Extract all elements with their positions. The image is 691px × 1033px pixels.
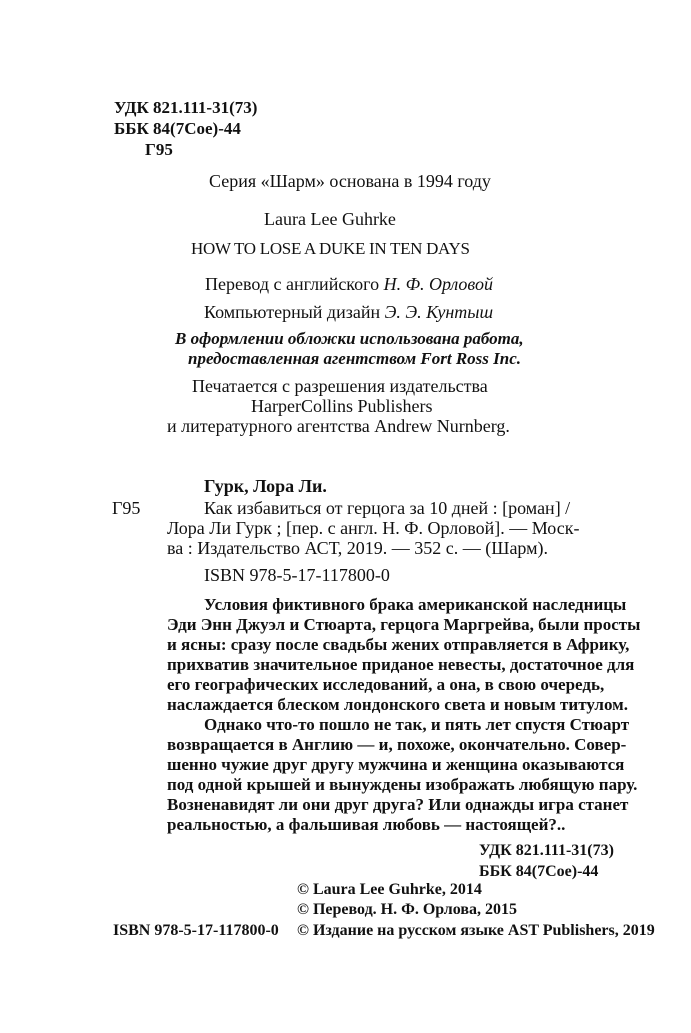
annotation-line: и ясны: сразу после свадьбы жених отправляется в Африку, — [167, 635, 630, 654]
annotation-line: реальностью, а фальшивая любовь — настоящей?.. — [167, 815, 566, 834]
permission-line-3: и литературного агентства Andrew Nurnberg. — [167, 416, 510, 436]
catalog-isbn: ISBN 978-5-17-117800-0 — [204, 565, 390, 585]
author-mark: Г95 — [145, 140, 173, 159]
annotation-line: его географических исследований, а она, в свою очередь, — [167, 675, 605, 694]
udk-code: УДК 821.111-31(73) — [114, 98, 258, 117]
annotation-line: Однако что-то пошло не так, и пять лет спустя Стюарт — [204, 715, 630, 734]
annotation-line: шенно чужие друг другу мужчина и женщина оказываются — [167, 755, 625, 774]
series-note: Серия «Шарм» основана в 1994 году — [209, 171, 491, 191]
annotation-line: возвращается в Англию — и, похоже, окончательно. Совер- — [167, 735, 627, 754]
bbk-code: ББК 84(7Сое)-44 — [114, 119, 241, 138]
bottom-udk-code: УДК 821.111-31(73) — [479, 842, 614, 859]
translator-name: Н. Ф. Орловой — [383, 274, 494, 294]
catalog-line-2: Лора Ли Гурк ; [пер. с англ. Н. Ф. Орловой]. — Моск- — [167, 518, 580, 538]
bottom-bbk-code: ББК 84(7Сое)-44 — [479, 863, 599, 880]
permission-line-2: HarperCollins Publishers — [251, 396, 433, 416]
copyright-isbn: ISBN 978-5-17-117800-0 — [113, 922, 279, 939]
annotation-line: Условия фиктивного брака американской наследницы — [204, 595, 627, 614]
cover-note-line-2: предоставленная агентством Fort Ross Inc. — [188, 349, 522, 368]
annotation-line: Возненавидят ли они друг друга? Или однажды игра станет — [167, 795, 629, 814]
annotation-line: прихватив значительное приданое невесты, достаточное для — [167, 655, 635, 674]
permission-line-1: Печатается с разрешения издательства — [192, 376, 488, 396]
original-title: HOW TO LOSE A DUKE IN TEN DAYS — [191, 239, 470, 258]
catalog-mark: Г95 — [112, 498, 141, 518]
designer-prefix: Компьютерный дизайн — [204, 302, 385, 322]
copyright-author: © Laura Lee Guhrke, 2014 — [297, 881, 482, 898]
translator-prefix: Перевод с английского — [205, 274, 384, 294]
catalog-line-3: ва : Издательство АСТ, 2019. — 352 с. — (Шарм). — [167, 538, 549, 558]
cover-note-line-1: В оформлении обложки использована работа, — [175, 329, 524, 348]
designer-name: Э. Э. Кунтыш — [384, 302, 494, 322]
copyright-edition: © Издание на русском языке AST Publishers, 2019 — [297, 922, 655, 939]
catalog-line-1: Как избавиться от герцога за 10 дней : [роман] / — [204, 498, 571, 518]
annotation-line: наслаждается блеском лондонского света и новым титулом. — [167, 695, 628, 714]
translator-credit — [205, 275, 493, 293]
annotation-line: Эди Энн Джуэл и Стюарта, герцога Маргрейва, были просты — [167, 615, 641, 634]
designer-credit — [204, 303, 493, 321]
annotation-line: под одной крышей и вынуждены изображать любящую пару. — [167, 775, 638, 794]
catalog-heading: Гурк, Лора Ли. — [204, 476, 327, 496]
copyright-translation: © Перевод. Н. Ф. Орлова, 2015 — [297, 901, 518, 918]
original-author: Laura Lee Guhrke — [264, 209, 396, 229]
